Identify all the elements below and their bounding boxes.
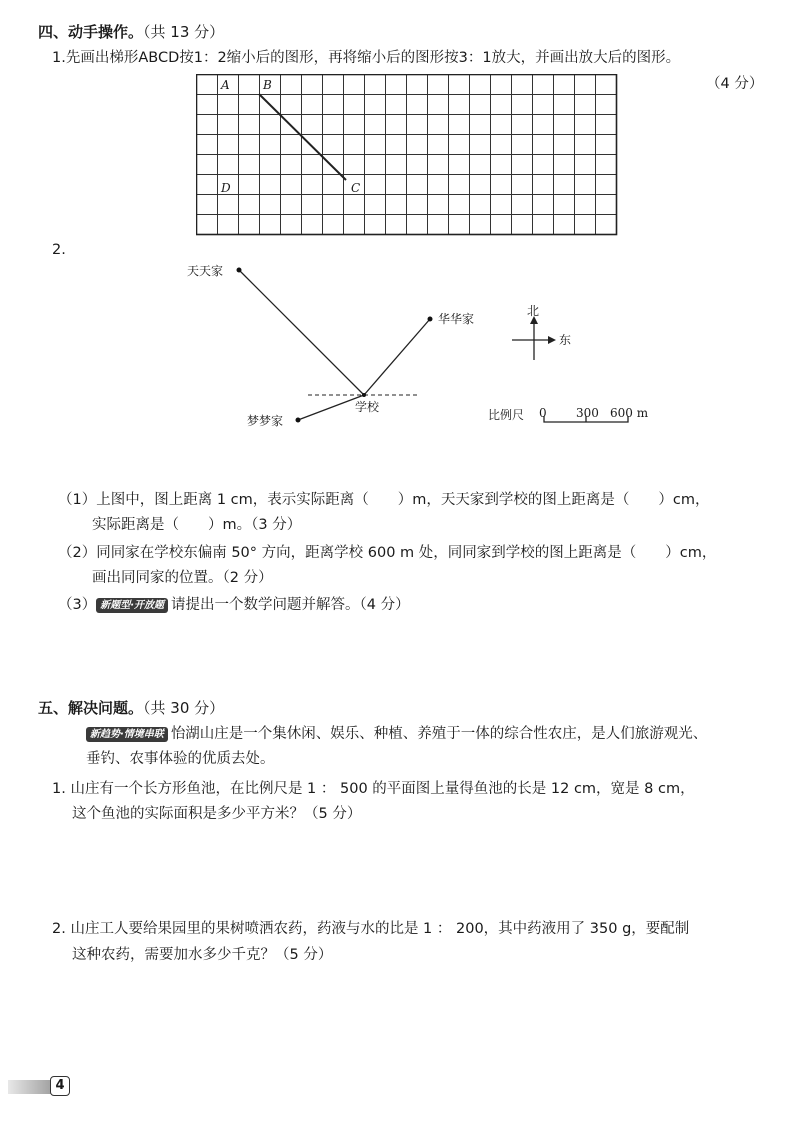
q2-sub2-line1: （2）同同家在学校东偏南 50° 方向，距离学校 600 m 处，同同家到学校的图上距离是（ ）cm， bbox=[58, 545, 717, 561]
s5-q2-line1: 2. 山庄工人要给果园里的果树喷洒农药，药液与水的比是 1 ： 200，其中药液用了 350 g，要配制 bbox=[52, 921, 690, 937]
section-5-intro-line2: 垂钓、农事体验的优质去处。 bbox=[86, 751, 275, 767]
scale-tick-300: 300 bbox=[576, 406, 599, 420]
location-map bbox=[0, 250, 800, 450]
east-label: 东 bbox=[559, 333, 572, 347]
huahua-point bbox=[428, 317, 433, 322]
section-4-heading bbox=[38, 22, 224, 42]
intro-line1-text: 怡湖山庄是一个集休闲、娱乐、种植、养殖于一体的综合性农庄，是人们旅游观光、 bbox=[170, 726, 708, 742]
trapezoid-grid bbox=[196, 74, 618, 236]
q1-points: （4 分） bbox=[706, 76, 764, 92]
section-5-title: 五、解决问题。 bbox=[38, 699, 144, 717]
tiantian-label: 天天家 bbox=[187, 264, 224, 278]
point-c-label: C bbox=[351, 181, 361, 195]
huahua-label: 华华家 bbox=[438, 312, 475, 326]
section-5-heading bbox=[38, 698, 224, 718]
q2-sub1-line1: （1）上图中，图上距离 1 cm，表示实际距离（ ）m，天天家到学校的图上距离是（ ）cm， bbox=[58, 492, 710, 508]
section-4-score: （共 13 分） bbox=[143, 23, 225, 41]
q2-number: 2. bbox=[52, 242, 66, 258]
s5-q1-line2: 这个鱼池的实际面积是多少平方米？（5 分） bbox=[72, 806, 362, 822]
scale-tick-600: 600 m bbox=[610, 406, 649, 420]
q2-sub3 bbox=[58, 595, 410, 615]
trapezoid-side-bc bbox=[259, 94, 346, 180]
q2-sub3-text: 请提出一个数学问题并解答。（4 分） bbox=[171, 597, 410, 613]
point-b-label: B bbox=[263, 78, 272, 92]
scale-label: 比例尺 bbox=[488, 408, 525, 422]
point-d-label: D bbox=[221, 181, 231, 195]
mengmeng-point bbox=[296, 418, 301, 423]
section-5-intro-line1 bbox=[86, 724, 707, 744]
page-number-bar bbox=[8, 1080, 56, 1094]
section-4-title: 四、动手操作。 bbox=[38, 23, 144, 41]
q1-text: 1.先画出梯形ABCD按1：2缩小后的图形，再将缩小后的图形按3：1放大，并画出放大后的图形。 bbox=[52, 50, 681, 66]
s5-q1-line1: 1. 山庄有一个长方形鱼池，在比例尺是 1 ： 500 的平面图上量得鱼池的长是 12 cm，宽是 8 cm， bbox=[52, 781, 695, 797]
s5-q2-line2: 这种农药，需要加水多少千克？（5 分） bbox=[72, 947, 333, 963]
tiantian-route-line bbox=[239, 270, 364, 395]
new-trend-tag: 新趋势·情境串联 bbox=[86, 727, 168, 742]
huahua-route-line bbox=[364, 319, 430, 395]
scale-tick-0: 0 bbox=[539, 406, 547, 420]
q2-sub3-prefix: （3） bbox=[58, 597, 97, 613]
new-question-type-tag: 新题型·开放题 bbox=[96, 598, 168, 613]
page-number: 4 bbox=[50, 1076, 70, 1096]
mengmeng-label: 梦梦家 bbox=[247, 414, 284, 428]
school-point bbox=[362, 393, 366, 397]
school-label: 学校 bbox=[355, 400, 380, 414]
section-5-score: （共 30 分） bbox=[143, 699, 225, 717]
point-a-label: A bbox=[221, 78, 230, 92]
q2-sub2-line2: 画出同同家的位置。（2 分） bbox=[92, 570, 273, 586]
east-arrow-icon bbox=[548, 336, 556, 344]
q2-sub1-line2: 实际距离是（ ）m。（3 分） bbox=[92, 517, 302, 533]
north-label: 北 bbox=[527, 304, 540, 318]
tiantian-point bbox=[237, 268, 242, 273]
